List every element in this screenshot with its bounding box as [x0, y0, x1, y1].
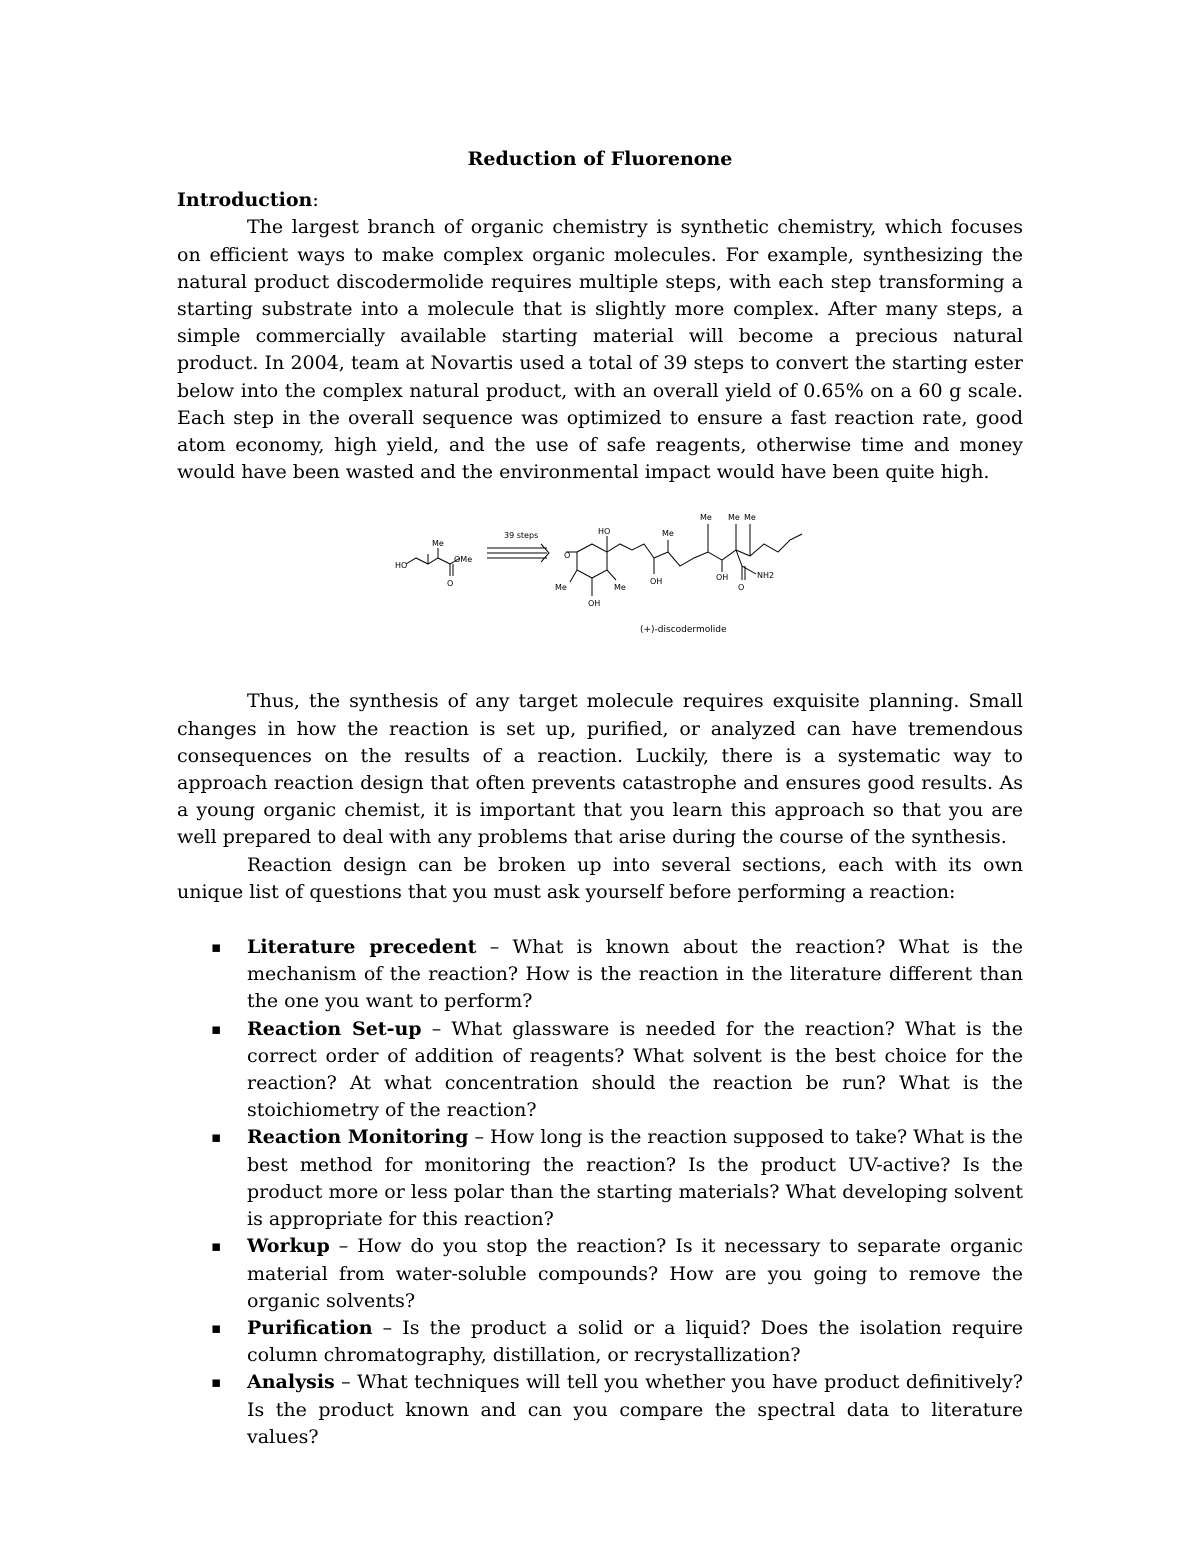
discodermolide-structure: [555, 513, 802, 635]
label-ho: HO: [395, 561, 408, 571]
reaction-design-list: [177, 934, 1023, 1451]
label-oh-chain1: OH: [650, 577, 663, 587]
list-item-term: Analysis: [247, 1371, 335, 1394]
reaction-arrow: [487, 531, 549, 562]
list-item: [177, 1315, 1023, 1369]
label-me-chain3: Me: [728, 513, 740, 523]
reaction-scheme-figure: [392, 500, 812, 668]
arrow-label: 39 steps: [504, 531, 539, 541]
label-ho-top: HO: [598, 527, 611, 537]
list-item: [177, 1369, 1023, 1451]
list-item-text: – What glassware is needed for the reaction? What is the correct order of addition of reagents? What solvent is the best choice for the reaction? At what concentration should the reaction be run? What is the stoichiometry of the reaction?: [247, 1017, 1023, 1122]
discodermolide-scheme: [177, 500, 1023, 668]
list-item-term: Workup: [247, 1235, 330, 1258]
product-label: (+)-discodermolide: [640, 625, 727, 636]
label-o-carbamate: O: [738, 583, 745, 593]
list-item-text: – What techniques will tell you whether you have product definitively? Is the product known and can you compare the spectral data to literature values?: [247, 1371, 1023, 1448]
document-body: [177, 146, 1023, 1451]
list-item-text: – How long is the reaction supposed to take? What is the best method for monitoring the reaction? Is the product UV-active? Is the product more or less polar than the starting materials? What developing solvent is appropriate for this reaction?: [247, 1126, 1023, 1231]
label-me-start: Me: [432, 539, 444, 549]
list-item-text: – Is the product a solid or a liquid? Does the isolation require column chromatography, distillation, or recrystallization?: [247, 1316, 1023, 1367]
label-me-chain2: Me: [700, 513, 712, 523]
starting-ester: [395, 539, 472, 588]
label-nh2: NH2: [757, 571, 775, 581]
bullet-icon: ▪: [211, 1237, 222, 1256]
label-o-start: O: [447, 579, 454, 589]
label-me-chain4: Me: [744, 513, 756, 523]
bullet-icon: ▪: [211, 938, 222, 957]
list-item-text: – How do you stop the reaction? Is it necessary to separate organic material from water-soluble compounds? How are you going to remove the organic solvents?: [247, 1235, 1023, 1312]
label-ome: OMe: [454, 555, 473, 565]
label-o-ring: O: [564, 551, 571, 561]
list-item-term: Reaction Monitoring: [247, 1126, 469, 1149]
document-title: Reduction of Fluorenone: [467, 148, 733, 170]
list-item-term: Literature precedent: [247, 936, 477, 959]
label-me-chain1: Me: [662, 529, 674, 539]
intro-paragraph: The largest branch of organic chemistry is synthetic chemistry, which focuses on efficient ways to make complex organic molecules. For example, synthesizing the natural product discodermolide requires multiple steps, with each step transforming a starting substrate into a molecule that is slightly more complex. After many steps, a simple commercially available starting material will become a precious natural product. In 2004, team at Novartis used a total of 39 steps to convert the starting ester below into the complex natural product, with an overall yield of 0.65% on a 60 g scale. Each step in the overall sequence was optimized to ensure a fast reaction rate, good atom economy, high yield, and the use of safe reagents, otherwise time and money would have been wasted and the environmental impact would have been quite high.: [177, 216, 1023, 484]
label-me-ring2: Me: [614, 583, 626, 593]
bullet-icon: ▪: [211, 1373, 222, 1392]
label-me-ring1: Me: [555, 583, 567, 593]
bullet-icon: ▪: [211, 1318, 222, 1337]
list-item-term: Reaction Set-up: [247, 1017, 422, 1040]
planning-paragraph: Thus, the synthesis of any target molecule requires exquisite planning. Small changes in how the reaction is set up, purified, or analyzed can have tremendous consequences on the results of a reaction. Luckily, there is a systematic way to approach reaction design that often prevents catastrophe and ensures good results. As a young organic chemist, it is important that you learn this approach so that you are well prepared to deal with any problems that arise during the course of the synthesis.: [177, 690, 1023, 849]
list-item: [177, 934, 1023, 1016]
list-item-text: – What is known about the reaction? What is the mechanism of the reaction? How is the reaction in the literature different than the one you want to perform?: [247, 936, 1023, 1013]
bullet-icon: ▪: [211, 1128, 222, 1147]
list-item: [177, 1016, 1023, 1125]
list-item-term: Purification: [247, 1316, 373, 1339]
intro-heading: [177, 187, 1023, 214]
intro-heading-colon: :: [312, 189, 319, 212]
bullet-icon: ▪: [211, 1019, 222, 1038]
design-paragraph: Reaction design can be broken up into several sections, each with its own unique list of questions that you must ask yourself before performing a reaction:: [177, 853, 1023, 903]
label-oh-chain2: OH: [716, 573, 729, 583]
list-item: [177, 1233, 1023, 1315]
list-item: [177, 1124, 1023, 1233]
intro-heading-label: Introduction: [177, 189, 313, 212]
label-oh-ring: OH: [588, 599, 601, 609]
